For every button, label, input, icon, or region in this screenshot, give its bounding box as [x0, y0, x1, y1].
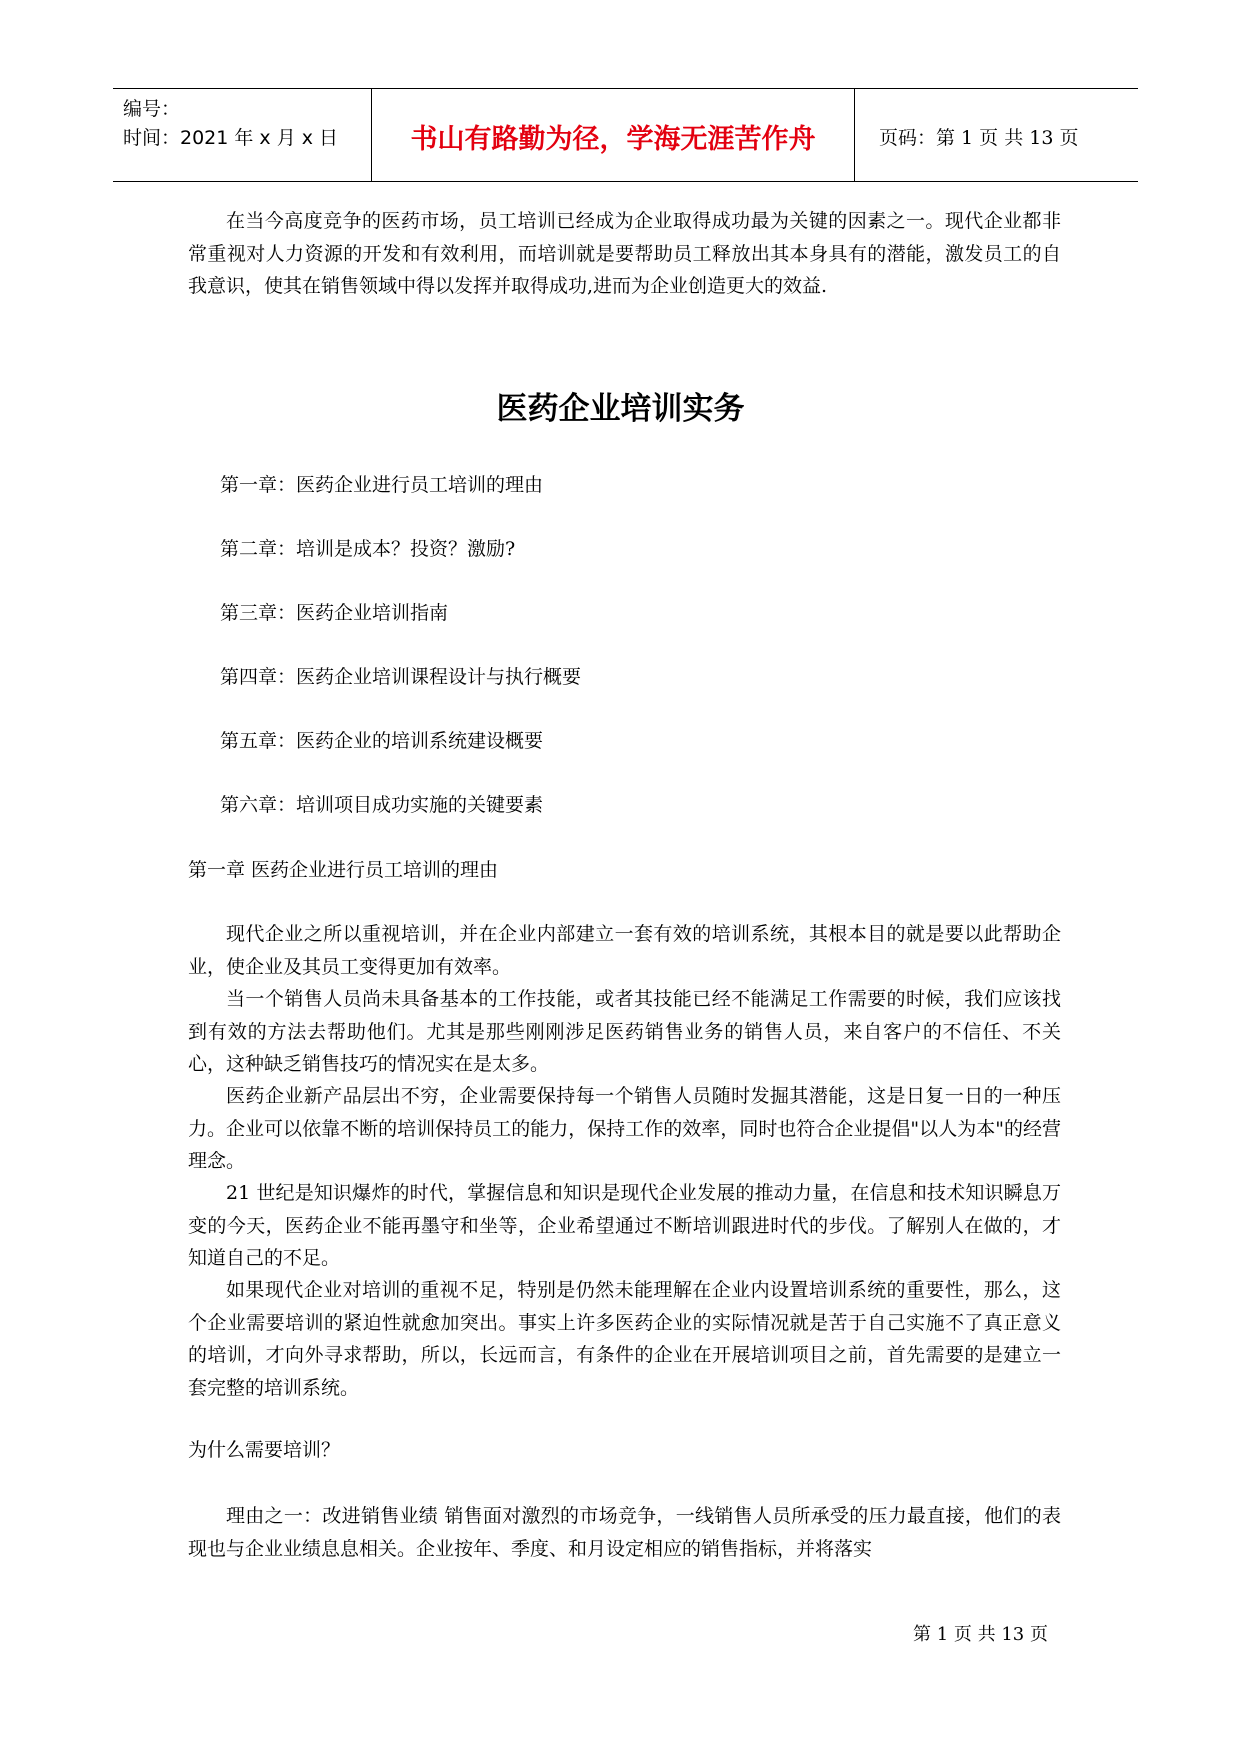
page-footer: 第 1 页 共 13 页 [913, 1624, 1048, 1645]
document-number-label: 编号： [123, 98, 181, 120]
chapter-1-paragraph: 21 世纪是知识爆炸的时代，掌握信息和知识是现代企业发展的推动力量，在信息和技术知识瞬息万变的今天，医药企业不能再墨守和坐等，企业希望通过不断培训跟进时代的步伐。了解别人在做的，才知道自己的不足。 [188, 1182, 1061, 1269]
header-meta-cell [113, 89, 371, 181]
toc-item-5: 第五章：医药企业的培训系统建设概要 [220, 730, 544, 752]
document-date: 时间：2021 年 x 月 x 日 [123, 127, 339, 149]
document-header [113, 88, 1138, 182]
chapter-1-heading: 第一章 医药企业进行员工培训的理由 [188, 859, 499, 881]
chapter-1-paragraph: 现代企业之所以重视培训，并在企业内部建立一套有效的培训系统，其根本目的就是要以此帮助企业，使企业及其员工变得更加有效率。 [188, 923, 1061, 978]
chapter-1-paragraph: 如果现代企业对培训的重视不足，特别是仍然未能理解在企业内设置培训系统的重要性，那么，这个企业需要培训的紧迫性就愈加突出。事实上许多医药企业的实际情况就是苦于自己实施不了真正意义的培训，才向外寻求帮助，所以，长远而言，有条件的企业在开展培训项目之前，首先需要的是建立一套完整的培训系统。 [188, 1279, 1061, 1399]
toc-item-6: 第六章：培训项目成功实施的关键要素 [220, 794, 544, 816]
motto-text: 书山有路勤为径，学海无涯苦作舟 [410, 124, 816, 155]
toc-item-4: 第四章：医药企业培训课程设计与执行概要 [220, 666, 582, 688]
toc-item-2: 第二章：培训是成本？投资？激励? [220, 538, 516, 560]
toc-item-3: 第三章：医药企业培训指南 [220, 602, 449, 624]
header-motto-cell [371, 89, 855, 181]
document-title: 医药企业培训实务 [496, 391, 745, 427]
intro-paragraph: 在当今高度竞争的医药市场，员工培训已经成为企业取得成功最为关键的因素之一。现代企业都非常重视对人力资源的开发和有效利用，而培训就是要帮助员工释放出其本身具有的潜能，激发员工的自我意识，使其在销售领域中得以发挥并取得成功,进而为企业创造更大的效益. [188, 210, 1061, 297]
header-page-cell [855, 89, 1138, 181]
chapter-1-paragraph: 医药企业新产品层出不穷，企业需要保持每一个销售人员随时发掘其潜能，这是日复一日的一种压力。企业可以依靠不断的培训保持员工的能力，保持工作的效率，同时也符合企业提倡"以人为本"的经营理念。 [188, 1085, 1061, 1172]
chapter-1-paragraph: 当一个销售人员尚未具备基本的工作技能，或者其技能已经不能满足工作需要的时候，我们应该找到有效的方法去帮助他们。尤其是那些刚刚涉足医药销售业务的销售人员，来自客户的不信任、不关心，这种缺乏销售技巧的情况实在是太多。 [188, 988, 1061, 1075]
why-training-heading: 为什么需要培训？ [188, 1439, 341, 1461]
reason-1-paragraph: 理由之一：改进销售业绩 销售面对激烈的市场竞争，一线销售人员所承受的压力最直接，他们的表现也与企业业绩息息相关。企业按年、季度、和月设定相应的销售指标，并将落实 [188, 1505, 1061, 1560]
header-page-info: 页码：第 1 页 共 13 页 [879, 127, 1079, 149]
toc-item-1: 第一章：医药企业进行员工培训的理由 [220, 474, 544, 496]
